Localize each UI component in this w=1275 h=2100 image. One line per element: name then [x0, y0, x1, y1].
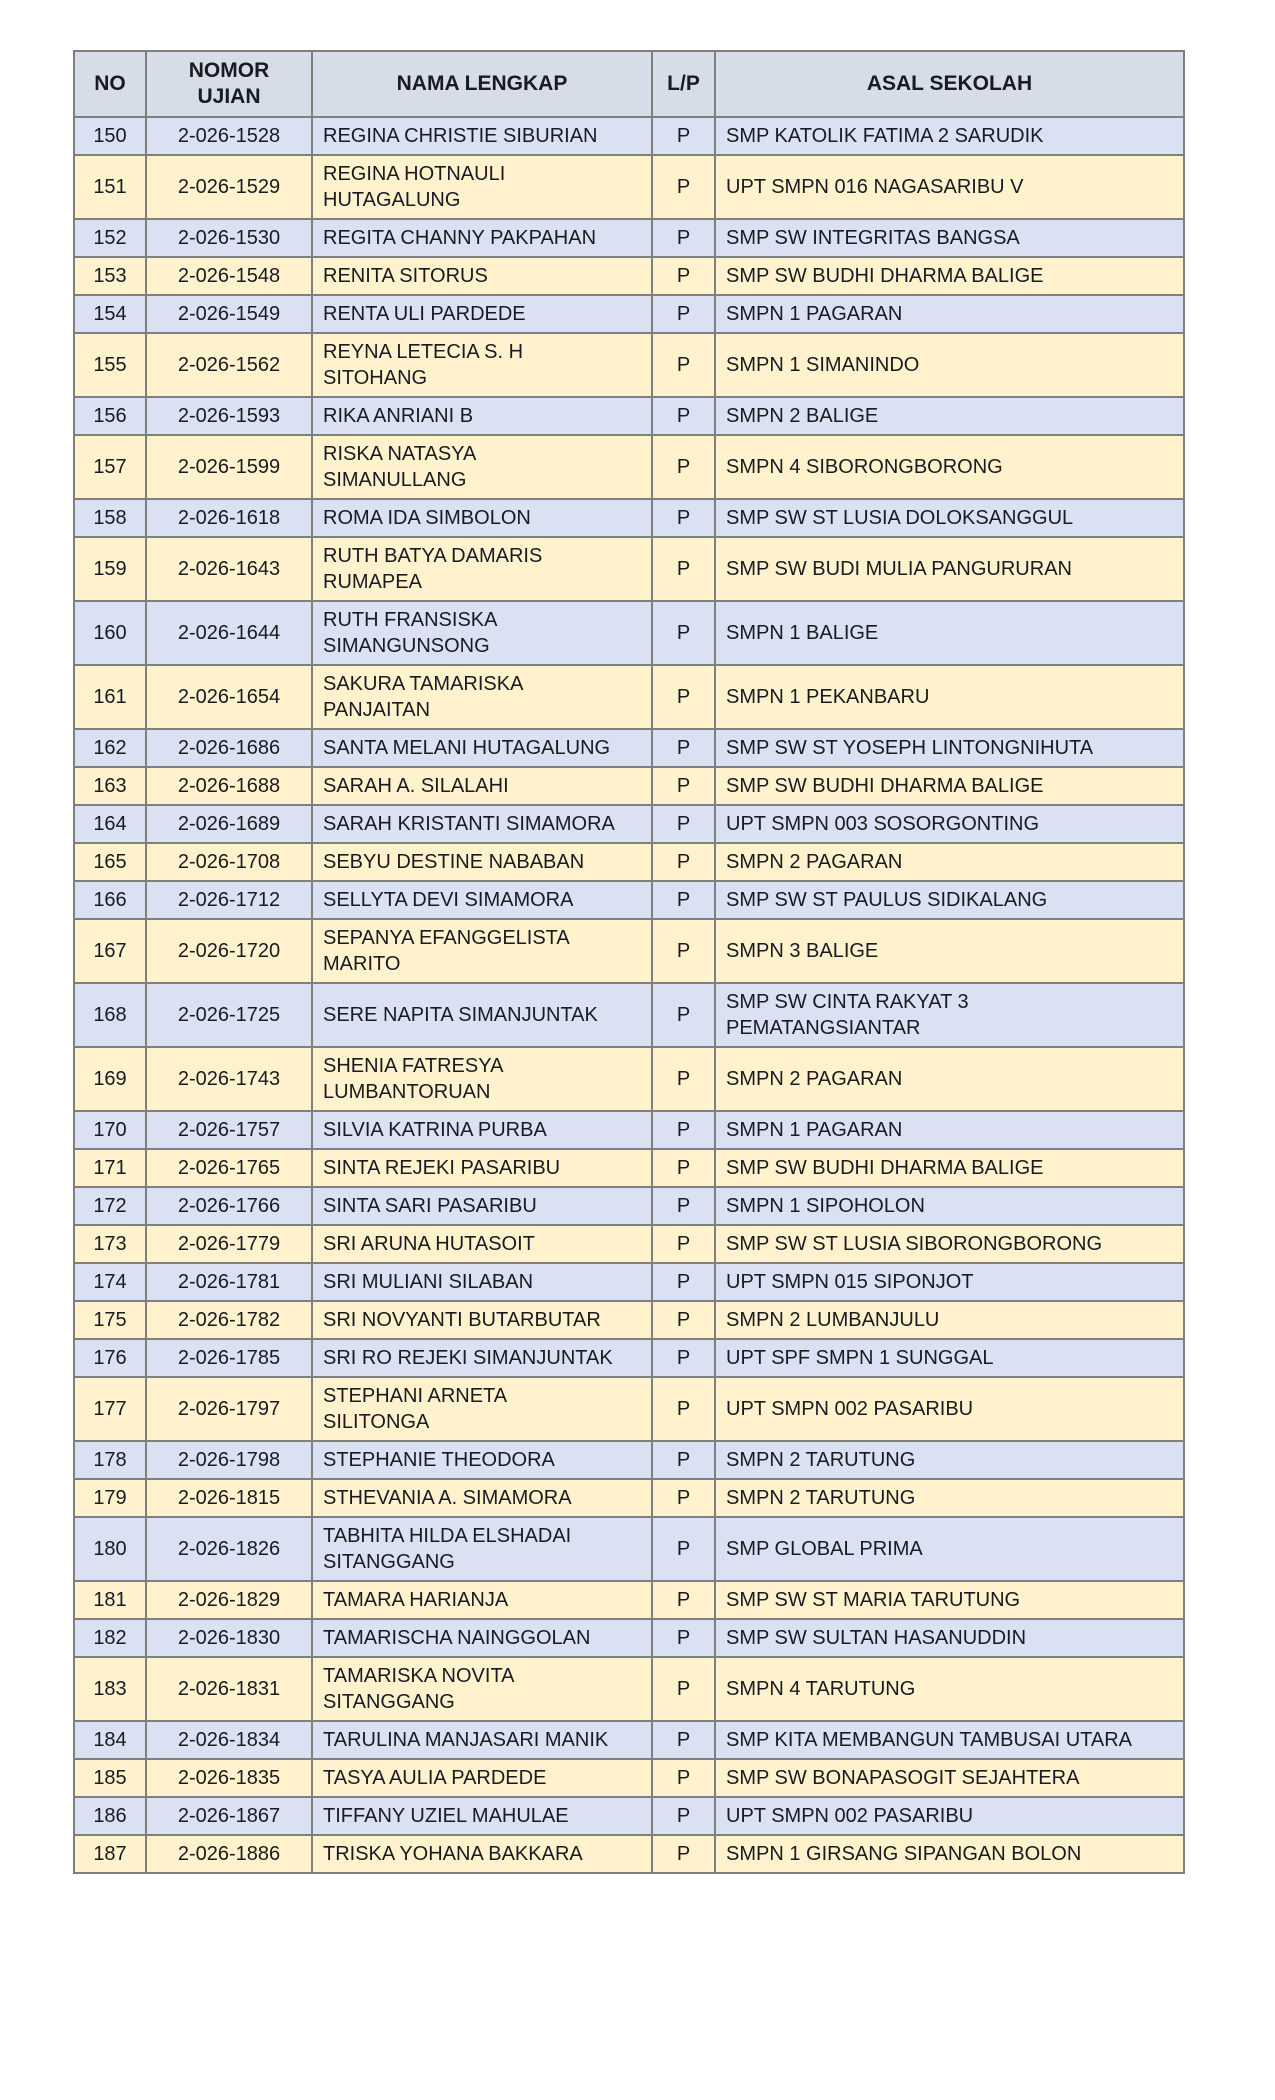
- cell-asal: SMPN 4 SIBORONGBORONG: [715, 435, 1184, 499]
- cell-nomor-ujian: 2-026-1618: [146, 499, 312, 537]
- table-row: [74, 1225, 1184, 1263]
- cell-nomor-ujian: 2-026-1785: [146, 1339, 312, 1377]
- cell-nama: RISKA NATASYA SIMANULLANG: [312, 435, 652, 499]
- table-row: [74, 767, 1184, 805]
- table-row: [74, 1759, 1184, 1797]
- cell-nama: TASYA AULIA PARDEDE: [312, 1759, 652, 1797]
- cell-no: 170: [74, 1111, 146, 1149]
- cell-asal: SMP SW ST PAULUS SIDIKALANG: [715, 881, 1184, 919]
- table-row: [74, 295, 1184, 333]
- cell-lp: P: [652, 1111, 715, 1149]
- cell-nama: REGINA HOTNAULI HUTAGALUNG: [312, 155, 652, 219]
- cell-lp: P: [652, 1441, 715, 1479]
- table-row: [74, 257, 1184, 295]
- cell-asal: UPT SMPN 016 NAGASARIBU V: [715, 155, 1184, 219]
- cell-nama: SRI ARUNA HUTASOIT: [312, 1225, 652, 1263]
- cell-lp: P: [652, 1835, 715, 1873]
- cell-asal: UPT SMPN 003 SOSORGONTING: [715, 805, 1184, 843]
- column-header-no: NO: [74, 51, 146, 117]
- cell-nama: TAMARISCHA NAINGGOLAN: [312, 1619, 652, 1657]
- cell-no: 163: [74, 767, 146, 805]
- cell-nomor-ujian: 2-026-1766: [146, 1187, 312, 1225]
- cell-asal: SMPN 1 BALIGE: [715, 601, 1184, 665]
- table-row: [74, 1721, 1184, 1759]
- cell-no: 184: [74, 1721, 146, 1759]
- cell-no: 162: [74, 729, 146, 767]
- cell-asal: SMPN 1 SIPOHOLON: [715, 1187, 1184, 1225]
- cell-lp: P: [652, 1301, 715, 1339]
- table-row: [74, 919, 1184, 983]
- cell-nomor-ujian: 2-026-1757: [146, 1111, 312, 1149]
- cell-asal: SMPN 2 TARUTUNG: [715, 1441, 1184, 1479]
- cell-lp: P: [652, 155, 715, 219]
- table-row: [74, 601, 1184, 665]
- cell-no: 169: [74, 1047, 146, 1111]
- table-row: [74, 1377, 1184, 1441]
- cell-lp: P: [652, 1377, 715, 1441]
- table-row: [74, 729, 1184, 767]
- cell-nomor-ujian: 2-026-1867: [146, 1797, 312, 1835]
- table-row: [74, 843, 1184, 881]
- cell-nomor-ujian: 2-026-1797: [146, 1377, 312, 1441]
- cell-nomor-ujian: 2-026-1562: [146, 333, 312, 397]
- cell-nomor-ujian: 2-026-1829: [146, 1581, 312, 1619]
- cell-nama: TABHITA HILDA ELSHADAI SITANGGANG: [312, 1517, 652, 1581]
- cell-nomor-ujian: 2-026-1549: [146, 295, 312, 333]
- cell-asal: SMPN 2 TARUTUNG: [715, 1479, 1184, 1517]
- cell-lp: P: [652, 881, 715, 919]
- table-row: [74, 219, 1184, 257]
- cell-no: 178: [74, 1441, 146, 1479]
- cell-nomor-ujian: 2-026-1720: [146, 919, 312, 983]
- table-row: [74, 333, 1184, 397]
- cell-asal: SMPN 3 BALIGE: [715, 919, 1184, 983]
- cell-nama: SINTA SARI PASARIBU: [312, 1187, 652, 1225]
- cell-no: 155: [74, 333, 146, 397]
- cell-nomor-ujian: 2-026-1830: [146, 1619, 312, 1657]
- cell-no: 172: [74, 1187, 146, 1225]
- cell-asal: SMP SW BONAPASOGIT SEJAHTERA: [715, 1759, 1184, 1797]
- column-header-lp: L/P: [652, 51, 715, 117]
- cell-no: 171: [74, 1149, 146, 1187]
- cell-no: 176: [74, 1339, 146, 1377]
- cell-nomor-ujian: 2-026-1708: [146, 843, 312, 881]
- cell-nama: SRI RO REJEKI SIMANJUNTAK: [312, 1339, 652, 1377]
- cell-lp: P: [652, 919, 715, 983]
- cell-asal: SMP SW ST MARIA TARUTUNG: [715, 1581, 1184, 1619]
- cell-lp: P: [652, 1619, 715, 1657]
- cell-nama: SARAH KRISTANTI SIMAMORA: [312, 805, 652, 843]
- column-header-nama-lengkap: NAMA LENGKAP: [312, 51, 652, 117]
- cell-nama: RUTH FRANSISKA SIMANGUNSONG: [312, 601, 652, 665]
- table-row: [74, 1441, 1184, 1479]
- table-row: [74, 397, 1184, 435]
- cell-no: 159: [74, 537, 146, 601]
- table-row: [74, 1187, 1184, 1225]
- cell-nama: RENTA ULI PARDEDE: [312, 295, 652, 333]
- cell-lp: P: [652, 767, 715, 805]
- cell-nama: REYNA LETECIA S. H SITOHANG: [312, 333, 652, 397]
- table-row: [74, 665, 1184, 729]
- table-row: [74, 1301, 1184, 1339]
- cell-nomor-ujian: 2-026-1548: [146, 257, 312, 295]
- cell-nomor-ujian: 2-026-1782: [146, 1301, 312, 1339]
- cell-nomor-ujian: 2-026-1686: [146, 729, 312, 767]
- cell-nama: REGINA CHRISTIE SIBURIAN: [312, 117, 652, 155]
- table-header: [74, 51, 1184, 117]
- cell-no: 160: [74, 601, 146, 665]
- cell-lp: P: [652, 1517, 715, 1581]
- cell-asal: SMPN 1 PAGARAN: [715, 1111, 1184, 1149]
- table-row: [74, 537, 1184, 601]
- cell-nomor-ujian: 2-026-1815: [146, 1479, 312, 1517]
- table-row: [74, 155, 1184, 219]
- cell-lp: P: [652, 1797, 715, 1835]
- cell-nama: STHEVANIA A. SIMAMORA: [312, 1479, 652, 1517]
- cell-nama: SINTA REJEKI PASARIBU: [312, 1149, 652, 1187]
- cell-nomor-ujian: 2-026-1528: [146, 117, 312, 155]
- cell-lp: P: [652, 1721, 715, 1759]
- cell-lp: P: [652, 1339, 715, 1377]
- cell-nomor-ujian: 2-026-1781: [146, 1263, 312, 1301]
- cell-asal: UPT SMPN 002 PASARIBU: [715, 1377, 1184, 1441]
- cell-lp: P: [652, 295, 715, 333]
- cell-nama: RENITA SITORUS: [312, 257, 652, 295]
- cell-no: 152: [74, 219, 146, 257]
- cell-asal: SMP SW INTEGRITAS BANGSA: [715, 219, 1184, 257]
- cell-lp: P: [652, 537, 715, 601]
- cell-asal: SMP SW CINTA RAKYAT 3 PEMATANGSIANTAR: [715, 983, 1184, 1047]
- cell-no: 168: [74, 983, 146, 1047]
- cell-lp: P: [652, 1479, 715, 1517]
- cell-no: 180: [74, 1517, 146, 1581]
- cell-nama: TIFFANY UZIEL MAHULAE: [312, 1797, 652, 1835]
- cell-nama: SELLYTA DEVI SIMAMORA: [312, 881, 652, 919]
- cell-nomor-ujian: 2-026-1765: [146, 1149, 312, 1187]
- cell-lp: P: [652, 1187, 715, 1225]
- cell-nama: TARULINA MANJASARI MANIK: [312, 1721, 652, 1759]
- cell-asal: SMP SW ST LUSIA DOLOKSANGGUL: [715, 499, 1184, 537]
- cell-nomor-ujian: 2-026-1688: [146, 767, 312, 805]
- cell-no: 154: [74, 295, 146, 333]
- cell-lp: P: [652, 1759, 715, 1797]
- cell-nama: SRI NOVYANTI BUTARBUTAR: [312, 1301, 652, 1339]
- table-row: [74, 435, 1184, 499]
- cell-no: 174: [74, 1263, 146, 1301]
- cell-lp: P: [652, 219, 715, 257]
- cell-asal: SMP SW ST LUSIA SIBORONGBORONG: [715, 1225, 1184, 1263]
- column-header-asal-sekolah: ASAL SEKOLAH: [715, 51, 1184, 117]
- cell-nama: SILVIA KATRINA PURBA: [312, 1111, 652, 1149]
- cell-nama: ROMA IDA SIMBOLON: [312, 499, 652, 537]
- cell-no: 166: [74, 881, 146, 919]
- cell-asal: UPT SPF SMPN 1 SUNGGAL: [715, 1339, 1184, 1377]
- cell-lp: P: [652, 601, 715, 665]
- header-row: [74, 51, 1184, 117]
- cell-asal: SMP SW BUDHI DHARMA BALIGE: [715, 767, 1184, 805]
- cell-asal: SMP SW ST YOSEPH LINTONGNIHUTA: [715, 729, 1184, 767]
- cell-asal: SMP GLOBAL PRIMA: [715, 1517, 1184, 1581]
- cell-lp: P: [652, 397, 715, 435]
- cell-nama: TAMARISKA NOVITA SITANGGANG: [312, 1657, 652, 1721]
- table-row: [74, 1111, 1184, 1149]
- cell-no: 177: [74, 1377, 146, 1441]
- cell-no: 181: [74, 1581, 146, 1619]
- cell-nama: SAKURA TAMARISKA PANJAITAN: [312, 665, 652, 729]
- table-row: [74, 1479, 1184, 1517]
- cell-nomor-ujian: 2-026-1725: [146, 983, 312, 1047]
- cell-no: 187: [74, 1835, 146, 1873]
- cell-nomor-ujian: 2-026-1826: [146, 1517, 312, 1581]
- cell-asal: SMPN 4 TARUTUNG: [715, 1657, 1184, 1721]
- cell-nomor-ujian: 2-026-1835: [146, 1759, 312, 1797]
- cell-no: 165: [74, 843, 146, 881]
- cell-asal: SMP KITA MEMBANGUN TAMBUSAI UTARA: [715, 1721, 1184, 1759]
- cell-nomor-ujian: 2-026-1886: [146, 1835, 312, 1873]
- table-row: [74, 983, 1184, 1047]
- table-row: [74, 1339, 1184, 1377]
- cell-nama: SANTA MELANI HUTAGALUNG: [312, 729, 652, 767]
- table-row: [74, 1797, 1184, 1835]
- students-table: [73, 50, 1185, 1874]
- cell-asal: SMP SW SULTAN HASANUDDIN: [715, 1619, 1184, 1657]
- cell-no: 157: [74, 435, 146, 499]
- cell-lp: P: [652, 333, 715, 397]
- cell-nomor-ujian: 2-026-1643: [146, 537, 312, 601]
- cell-asal: SMPN 2 PAGARAN: [715, 843, 1184, 881]
- cell-asal: UPT SMPN 015 SIPONJOT: [715, 1263, 1184, 1301]
- cell-lp: P: [652, 499, 715, 537]
- cell-nomor-ujian: 2-026-1530: [146, 219, 312, 257]
- cell-asal: SMPN 1 PAGARAN: [715, 295, 1184, 333]
- cell-lp: P: [652, 117, 715, 155]
- cell-nama: SEPANYA EFANGGELISTA MARITO: [312, 919, 652, 983]
- cell-lp: P: [652, 1581, 715, 1619]
- cell-no: 179: [74, 1479, 146, 1517]
- cell-lp: P: [652, 665, 715, 729]
- cell-no: 156: [74, 397, 146, 435]
- cell-no: 151: [74, 155, 146, 219]
- cell-lp: P: [652, 1263, 715, 1301]
- cell-asal: SMP SW BUDHI DHARMA BALIGE: [715, 1149, 1184, 1187]
- cell-lp: P: [652, 843, 715, 881]
- cell-nomor-ujian: 2-026-1599: [146, 435, 312, 499]
- cell-asal: SMPN 1 GIRSANG SIPANGAN BOLON: [715, 1835, 1184, 1873]
- cell-nomor-ujian: 2-026-1644: [146, 601, 312, 665]
- cell-nama: SARAH A. SILALAHI: [312, 767, 652, 805]
- cell-lp: P: [652, 1225, 715, 1263]
- column-header-nomor-ujian: NOMOR UJIAN: [146, 51, 312, 117]
- cell-asal: SMP SW BUDHI DHARMA BALIGE: [715, 257, 1184, 295]
- cell-nomor-ujian: 2-026-1779: [146, 1225, 312, 1263]
- cell-asal: SMPN 1 SIMANINDO: [715, 333, 1184, 397]
- cell-no: 164: [74, 805, 146, 843]
- cell-nama: SRI MULIANI SILABAN: [312, 1263, 652, 1301]
- cell-nama: SERE NAPITA SIMANJUNTAK: [312, 983, 652, 1047]
- cell-lp: P: [652, 1657, 715, 1721]
- table-row: [74, 1263, 1184, 1301]
- cell-no: 158: [74, 499, 146, 537]
- cell-nama: TAMARA HARIANJA: [312, 1581, 652, 1619]
- table-row: [74, 1047, 1184, 1111]
- cell-asal: SMPN 2 PAGARAN: [715, 1047, 1184, 1111]
- cell-no: 185: [74, 1759, 146, 1797]
- cell-nama: REGITA CHANNY PAKPAHAN: [312, 219, 652, 257]
- cell-nomor-ujian: 2-026-1654: [146, 665, 312, 729]
- table-row: [74, 1149, 1184, 1187]
- cell-nomor-ujian: 2-026-1834: [146, 1721, 312, 1759]
- cell-asal: SMPN 2 BALIGE: [715, 397, 1184, 435]
- cell-nama: TRISKA YOHANA BAKKARA: [312, 1835, 652, 1873]
- cell-nama: SEBYU DESTINE NABABAN: [312, 843, 652, 881]
- table-row: [74, 1835, 1184, 1873]
- table-row: [74, 499, 1184, 537]
- table-row: [74, 1517, 1184, 1581]
- cell-nomor-ujian: 2-026-1831: [146, 1657, 312, 1721]
- table-row: [74, 805, 1184, 843]
- cell-no: 150: [74, 117, 146, 155]
- table-row: [74, 1619, 1184, 1657]
- cell-nomor-ujian: 2-026-1798: [146, 1441, 312, 1479]
- cell-asal: SMP SW BUDI MULIA PANGURURAN: [715, 537, 1184, 601]
- cell-lp: P: [652, 1149, 715, 1187]
- cell-nomor-ujian: 2-026-1743: [146, 1047, 312, 1111]
- cell-lp: P: [652, 257, 715, 295]
- cell-nama: SHENIA FATRESYA LUMBANTORUAN: [312, 1047, 652, 1111]
- cell-nomor-ujian: 2-026-1529: [146, 155, 312, 219]
- table-row: [74, 1657, 1184, 1721]
- cell-lp: P: [652, 435, 715, 499]
- cell-nama: RIKA ANRIANI B: [312, 397, 652, 435]
- cell-asal: SMPN 1 PEKANBARU: [715, 665, 1184, 729]
- cell-asal: SMPN 2 LUMBANJULU: [715, 1301, 1184, 1339]
- cell-no: 183: [74, 1657, 146, 1721]
- cell-no: 173: [74, 1225, 146, 1263]
- cell-lp: P: [652, 983, 715, 1047]
- cell-asal: UPT SMPN 002 PASARIBU: [715, 1797, 1184, 1835]
- cell-no: 161: [74, 665, 146, 729]
- table-body: [74, 117, 1184, 1873]
- cell-no: 182: [74, 1619, 146, 1657]
- cell-lp: P: [652, 805, 715, 843]
- cell-lp: P: [652, 1047, 715, 1111]
- table-row: [74, 881, 1184, 919]
- cell-asal: SMP KATOLIK FATIMA 2 SARUDIK: [715, 117, 1184, 155]
- cell-nomor-ujian: 2-026-1689: [146, 805, 312, 843]
- cell-lp: P: [652, 729, 715, 767]
- table-row: [74, 1581, 1184, 1619]
- cell-nomor-ujian: 2-026-1712: [146, 881, 312, 919]
- cell-no: 153: [74, 257, 146, 295]
- cell-nama: STEPHANIE THEODORA: [312, 1441, 652, 1479]
- cell-no: 167: [74, 919, 146, 983]
- table-row: [74, 117, 1184, 155]
- cell-nama: STEPHANI ARNETA SILITONGA: [312, 1377, 652, 1441]
- cell-no: 175: [74, 1301, 146, 1339]
- cell-nama: RUTH BATYA DAMARIS RUMAPEA: [312, 537, 652, 601]
- cell-no: 186: [74, 1797, 146, 1835]
- cell-nomor-ujian: 2-026-1593: [146, 397, 312, 435]
